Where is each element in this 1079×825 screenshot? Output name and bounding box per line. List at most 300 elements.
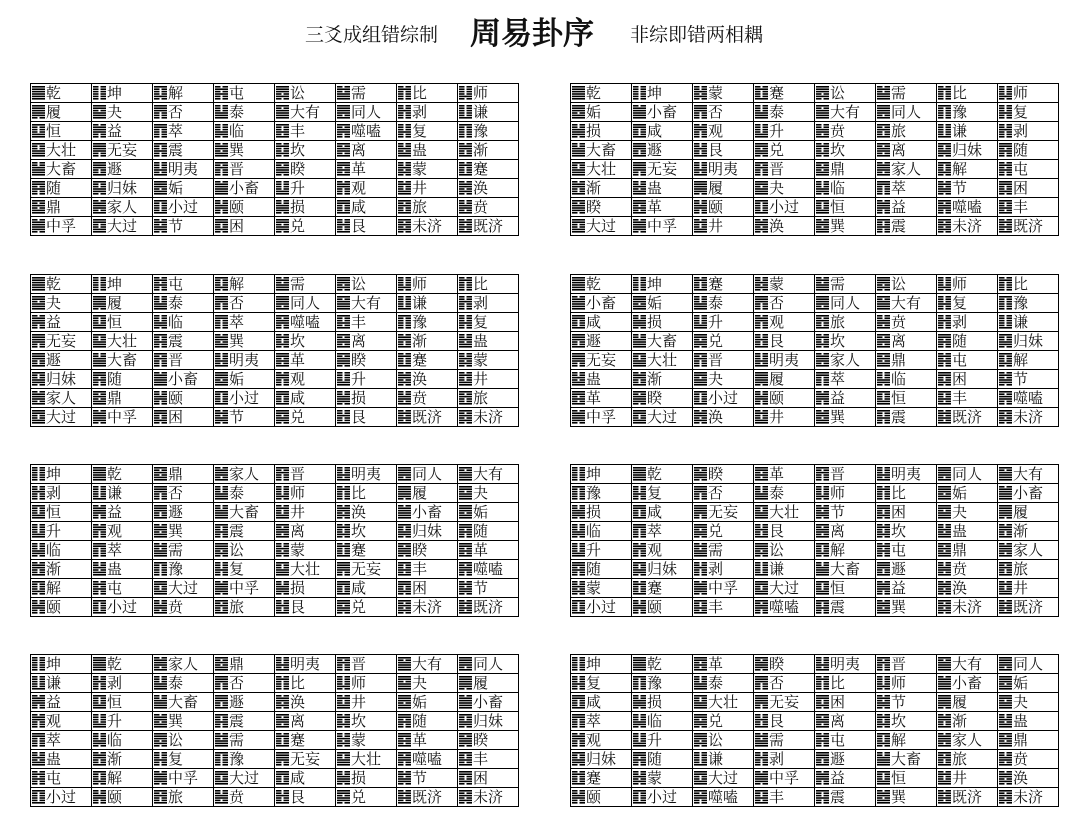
- yang-line: [633, 377, 646, 379]
- yin-line: [93, 586, 99, 588]
- yang-line: [32, 136, 45, 138]
- hexagram-cell: [876, 332, 937, 351]
- hexagram-name: 晋: [351, 655, 367, 673]
- yin-line: [877, 415, 883, 417]
- yin-line: [276, 129, 282, 131]
- yang-line: [93, 341, 106, 343]
- yang-line: [877, 410, 890, 412]
- yin-line: [1007, 98, 1013, 100]
- yin-line: [1007, 148, 1013, 150]
- yin-line: [162, 567, 168, 569]
- yin-line: [32, 325, 38, 327]
- yin-line: [633, 591, 639, 593]
- yin-line: [337, 355, 343, 357]
- yin-line: [93, 607, 99, 609]
- yin-line: [32, 129, 38, 131]
- yin-line: [223, 716, 229, 718]
- hexagram-symbol-icon: [816, 315, 829, 329]
- yang-line: [999, 129, 1012, 131]
- yin-line: [467, 695, 473, 697]
- yin-line: [337, 612, 343, 614]
- hexagram-symbol-icon: [337, 657, 350, 671]
- yin-line: [40, 524, 46, 526]
- yin-line: [101, 393, 107, 395]
- yin-line: [215, 303, 221, 305]
- yang-line: [459, 591, 472, 593]
- yin-line: [824, 562, 830, 564]
- hexagram-name: 井: [351, 693, 367, 711]
- yin-line: [93, 320, 99, 322]
- hexagram-name: 噬嗑: [952, 198, 983, 216]
- yin-line: [345, 403, 351, 405]
- hexagram-cell: [754, 408, 815, 427]
- yang-line: [877, 202, 890, 204]
- yang-line: [337, 150, 350, 152]
- hexagram-cell: [397, 674, 458, 693]
- yang-line: [276, 279, 289, 281]
- yin-line: [633, 358, 639, 360]
- yin-line: [398, 301, 404, 303]
- hexagram-name: 谦: [1013, 313, 1029, 331]
- yang-line: [154, 325, 167, 327]
- yin-line: [641, 564, 647, 566]
- hexagram-cell: [571, 503, 632, 522]
- yang-line: [755, 224, 768, 226]
- yang-line: [215, 657, 228, 659]
- yang-line: [337, 174, 350, 176]
- yin-line: [938, 524, 944, 526]
- yin-line: [398, 572, 404, 574]
- yin-line: [467, 126, 473, 128]
- yin-line: [763, 384, 769, 386]
- yin-line: [398, 529, 404, 531]
- yin-line: [1007, 172, 1013, 174]
- yang-line: [154, 308, 167, 310]
- yin-line: [877, 524, 883, 526]
- yin-line: [1007, 486, 1013, 488]
- hexagram-name: 艮: [769, 332, 785, 350]
- hexagram-symbol-icon: [93, 219, 106, 233]
- yin-line: [276, 498, 282, 500]
- hexagram-cell: [693, 332, 754, 351]
- hexagram-symbol-icon: [572, 296, 585, 310]
- yang-line: [572, 221, 585, 223]
- yang-line: [938, 374, 951, 376]
- yin-line: [406, 555, 412, 557]
- yin-line: [938, 289, 944, 291]
- yin-line: [702, 469, 708, 471]
- yin-line: [702, 398, 708, 400]
- yin-line: [223, 401, 229, 403]
- yang-line: [215, 472, 228, 474]
- yin-line: [467, 334, 473, 336]
- yang-line: [938, 224, 951, 226]
- yin-line: [345, 498, 351, 500]
- yang-line: [816, 174, 829, 176]
- yang-line: [215, 339, 228, 341]
- yin-line: [467, 325, 473, 327]
- yang-line: [572, 512, 585, 514]
- yin-line: [816, 479, 822, 481]
- yin-line: [406, 372, 412, 374]
- yin-line: [946, 306, 952, 308]
- yang-line: [633, 526, 646, 528]
- yin-line: [284, 486, 290, 488]
- yang-line: [572, 398, 585, 400]
- hexagram-symbol-icon: [398, 410, 411, 424]
- yang-line: [816, 336, 829, 338]
- yin-line: [406, 612, 412, 614]
- yang-line: [276, 507, 289, 509]
- hexagram-cell: [754, 579, 815, 598]
- yang-line: [633, 224, 646, 226]
- yang-line: [694, 382, 707, 384]
- yin-line: [93, 277, 99, 279]
- yang-line: [93, 664, 106, 666]
- yin-line: [938, 231, 944, 233]
- yang-line: [572, 531, 585, 533]
- hexagram-symbol-icon: [755, 105, 768, 119]
- hexagram-symbol-icon: [215, 410, 228, 424]
- yin-line: [467, 181, 473, 183]
- hexagram-cell: [815, 503, 876, 522]
- yin-line: [93, 200, 99, 202]
- yang-line: [32, 155, 45, 157]
- yang-line: [154, 517, 167, 519]
- yang-line: [337, 306, 350, 308]
- hexagram-cell: [876, 598, 937, 617]
- yin-line: [572, 572, 578, 574]
- yang-line: [93, 588, 106, 590]
- yang-line: [93, 360, 106, 362]
- hexagram-name: 节: [168, 217, 184, 235]
- yang-line: [32, 229, 45, 231]
- yang-line: [154, 322, 167, 324]
- yang-line: [398, 493, 411, 495]
- yang-line: [398, 664, 411, 666]
- yang-line: [93, 469, 106, 471]
- yin-line: [572, 610, 578, 612]
- yin-line: [93, 172, 99, 174]
- yang-line: [816, 553, 829, 555]
- yin-line: [877, 317, 883, 319]
- yin-line: [398, 602, 404, 604]
- yin-line: [467, 131, 473, 133]
- yang-line: [816, 212, 829, 214]
- yin-line: [633, 602, 639, 604]
- hexagram-name: 泰: [708, 294, 724, 312]
- yang-line: [755, 574, 768, 576]
- yin-line: [1007, 117, 1013, 119]
- yin-line: [641, 315, 647, 317]
- yin-line: [93, 410, 99, 412]
- yin-line: [93, 183, 99, 185]
- yin-line: [816, 219, 822, 221]
- yang-line: [398, 315, 411, 317]
- yin-line: [154, 365, 160, 367]
- yin-line: [406, 344, 412, 346]
- yin-line: [946, 296, 952, 298]
- hexagram-cell: [397, 655, 458, 674]
- hexagram-cell: [571, 541, 632, 560]
- hexagram-cell: [815, 84, 876, 103]
- yin-line: [215, 536, 221, 538]
- yang-line: [572, 358, 585, 360]
- yin-line: [32, 148, 38, 150]
- yang-line: [154, 412, 167, 414]
- yin-line: [215, 129, 221, 131]
- yin-line: [459, 110, 465, 112]
- yin-line: [633, 372, 639, 374]
- yang-line: [999, 96, 1012, 98]
- hexagram-symbol-icon: [572, 391, 585, 405]
- hexagram-symbol-icon: [938, 600, 951, 614]
- yin-line: [345, 365, 351, 367]
- hexagram-name: 大畜: [107, 351, 138, 369]
- hexagram-name: 丰: [952, 389, 968, 407]
- yang-line: [93, 467, 106, 469]
- hexagram-symbol-icon: [694, 86, 707, 100]
- hexagram-symbol-icon: [32, 562, 45, 576]
- hexagram-cell: [397, 179, 458, 198]
- yin-line: [162, 401, 168, 403]
- yin-line: [763, 355, 769, 357]
- yang-line: [938, 303, 951, 305]
- yin-line: [345, 605, 351, 607]
- hexagram-name: 涣: [952, 579, 968, 597]
- hexagram-cell: [458, 484, 519, 503]
- yang-line: [633, 229, 646, 231]
- hexagram-name: 观: [647, 541, 663, 559]
- yin-line: [154, 422, 160, 424]
- yang-line: [633, 162, 646, 164]
- yin-line: [406, 567, 412, 569]
- yin-line: [345, 669, 351, 671]
- hexagram-name: 咸: [290, 389, 306, 407]
- yin-line: [824, 612, 830, 614]
- yin-line: [877, 224, 883, 226]
- yin-line: [877, 600, 883, 602]
- yang-line: [398, 219, 411, 221]
- yin-line: [406, 593, 412, 595]
- yin-line: [702, 377, 708, 379]
- hexagram-cell: [632, 160, 693, 179]
- hexagram-name: 乾: [46, 84, 62, 102]
- yin-line: [101, 688, 107, 690]
- hexagram-cell: [458, 579, 519, 598]
- yin-line: [816, 325, 822, 327]
- yin-line: [40, 193, 46, 195]
- yin-line: [284, 488, 290, 490]
- yang-line: [276, 412, 289, 414]
- yin-line: [154, 572, 160, 574]
- yang-line: [633, 167, 646, 169]
- yin-line: [877, 86, 883, 88]
- yang-line: [572, 360, 585, 362]
- yang-line: [398, 355, 411, 357]
- yin-line: [938, 131, 944, 133]
- yang-line: [694, 379, 707, 381]
- yin-line: [162, 543, 168, 545]
- hexagram-symbol-icon: [215, 86, 228, 100]
- hexagram-symbol-icon: [32, 410, 45, 424]
- yang-line: [877, 306, 890, 308]
- yang-line: [999, 374, 1012, 376]
- yang-line: [398, 336, 411, 338]
- yin-line: [284, 181, 290, 183]
- hexagram-name: 艮: [708, 141, 724, 159]
- yin-line: [702, 224, 708, 226]
- table-row: [31, 179, 519, 198]
- yin-line: [467, 372, 473, 374]
- yin-line: [702, 98, 708, 100]
- yin-line: [938, 379, 944, 381]
- hexagram-name: 坤: [46, 465, 62, 483]
- hexagram-cell: [632, 84, 693, 103]
- yin-line: [885, 315, 891, 317]
- hexagram-cell: [937, 465, 998, 484]
- hexagram-symbol-icon: [694, 410, 707, 424]
- yin-line: [459, 93, 465, 95]
- yin-line: [755, 186, 761, 188]
- yang-line: [938, 417, 951, 419]
- yin-line: [885, 420, 891, 422]
- yin-line: [40, 477, 46, 479]
- yang-line: [276, 301, 289, 303]
- yin-line: [398, 91, 404, 93]
- yang-line: [398, 155, 411, 157]
- yin-line: [154, 167, 160, 169]
- yang-line: [215, 88, 228, 90]
- yin-line: [337, 226, 343, 228]
- yin-line: [284, 600, 290, 602]
- yin-line: [459, 289, 465, 291]
- yin-line: [763, 86, 769, 88]
- yang-line: [32, 320, 45, 322]
- yin-line: [938, 174, 944, 176]
- yang-line: [816, 543, 829, 545]
- hexagram-symbol-icon: [459, 372, 472, 386]
- yin-line: [702, 150, 708, 152]
- hexagram-symbol-icon: [572, 581, 585, 595]
- yin-line: [276, 702, 282, 704]
- hexagram-cell: [632, 465, 693, 484]
- yang-line: [816, 231, 829, 233]
- yang-line: [154, 143, 167, 145]
- yang-line: [32, 353, 45, 355]
- yin-line: [337, 134, 343, 136]
- yin-line: [824, 403, 830, 405]
- hexagram-cell: [275, 351, 336, 370]
- yin-line: [32, 493, 38, 495]
- yin-line: [398, 317, 404, 319]
- yang-line: [215, 287, 228, 289]
- yang-line: [877, 588, 890, 590]
- yang-line: [276, 420, 289, 422]
- yin-line: [702, 164, 708, 166]
- yin-line: [32, 207, 38, 209]
- yin-line: [938, 339, 944, 341]
- yin-line: [816, 545, 822, 547]
- yin-line: [877, 325, 883, 327]
- yang-line: [755, 88, 768, 90]
- yin-line: [885, 396, 891, 398]
- yang-line: [572, 205, 585, 207]
- yin-line: [1007, 219, 1013, 221]
- yin-line: [459, 112, 465, 114]
- yin-line: [276, 183, 282, 185]
- hexagram-name: 噬嗑: [1013, 389, 1044, 407]
- yang-line: [32, 212, 45, 214]
- yin-line: [223, 724, 229, 726]
- yang-line: [398, 382, 411, 384]
- yang-line: [938, 553, 951, 555]
- yin-line: [755, 306, 761, 308]
- hexagram-name: 旅: [830, 313, 846, 331]
- yang-line: [999, 353, 1012, 355]
- yin-line: [1007, 412, 1013, 414]
- yin-line: [459, 136, 465, 138]
- hexagram-name: 革: [647, 198, 663, 216]
- yin-line: [938, 322, 944, 324]
- yin-line: [702, 210, 708, 212]
- yin-line: [276, 469, 282, 471]
- yang-line: [93, 401, 106, 403]
- yin-line: [215, 341, 221, 343]
- yin-line: [946, 339, 952, 341]
- yang-line: [572, 115, 585, 117]
- yin-line: [938, 415, 944, 417]
- yin-line: [223, 284, 229, 286]
- yin-line: [816, 469, 822, 471]
- yin-line: [162, 355, 168, 357]
- yin-line: [641, 183, 647, 185]
- yin-line: [215, 320, 221, 322]
- yin-line: [755, 91, 761, 93]
- yang-line: [215, 372, 228, 374]
- hexagram-symbol-icon: [938, 505, 951, 519]
- yang-line: [999, 183, 1012, 185]
- hexagram-cell: [153, 693, 214, 712]
- yang-line: [877, 550, 890, 552]
- yin-line: [398, 607, 404, 609]
- hexagram-symbol-icon: [633, 105, 646, 119]
- yin-line: [337, 403, 343, 405]
- hexagram-name: 明夷: [351, 465, 382, 483]
- yin-line: [877, 134, 883, 136]
- hexagram-cell: [92, 389, 153, 408]
- yin-line: [406, 129, 412, 131]
- yin-line: [223, 200, 229, 202]
- yin-line: [938, 377, 944, 379]
- yin-line: [946, 174, 952, 176]
- hexagram-name: 解: [830, 541, 846, 559]
- yin-line: [406, 115, 412, 117]
- yin-line: [816, 277, 822, 279]
- yin-line: [398, 536, 404, 538]
- hexagram-symbol-icon: [32, 181, 45, 195]
- yang-line: [93, 681, 106, 683]
- hexagram-cell: [815, 579, 876, 598]
- yin-line: [946, 377, 952, 379]
- yin-line: [633, 181, 639, 183]
- yin-line: [938, 410, 944, 412]
- yin-line: [101, 226, 107, 228]
- hexagram-symbol-icon: [755, 486, 768, 500]
- hexagram-name: 履: [107, 294, 123, 312]
- hexagram-symbol-icon: [154, 486, 167, 500]
- yin-line: [1007, 588, 1013, 590]
